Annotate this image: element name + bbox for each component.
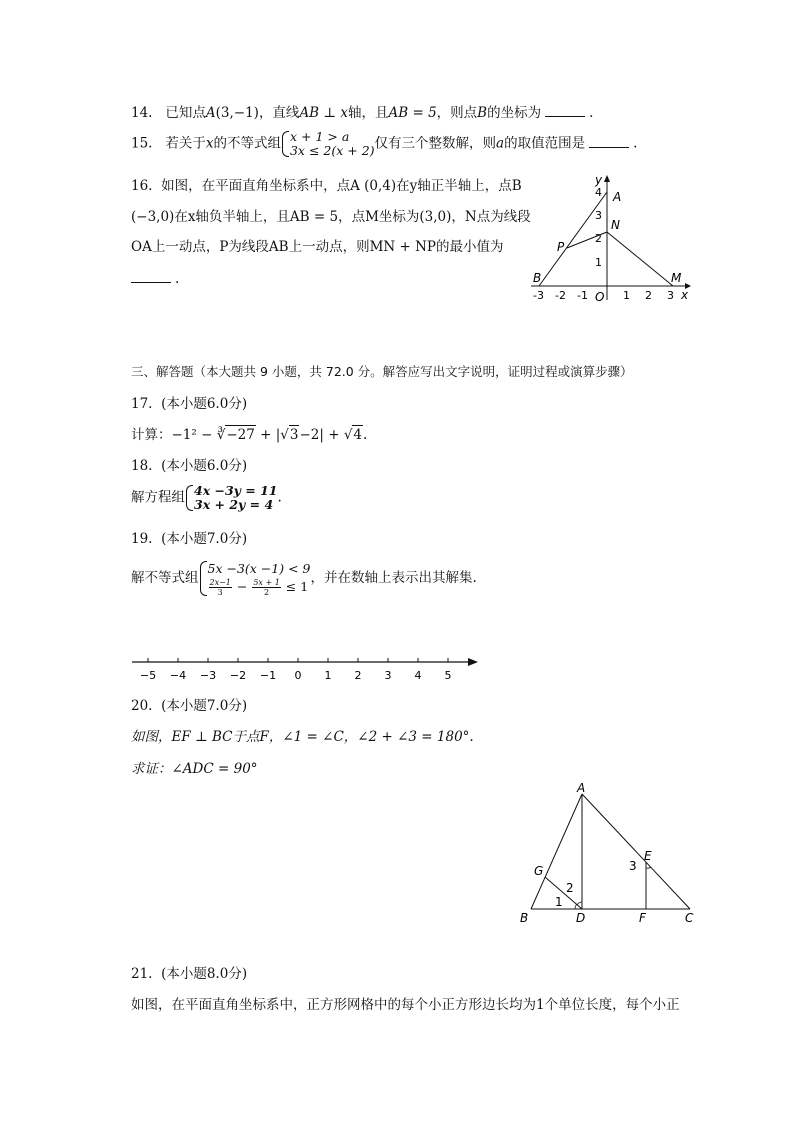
ytick: 3: [595, 209, 602, 222]
xtick: 3: [667, 289, 674, 302]
question-16-line2: (−3,0)在x轴负半轴上，且AB = 5，点M坐标为(3,0)，N点为线段: [131, 209, 531, 225]
point-D: D: [576, 911, 586, 925]
number-line: [128, 652, 483, 684]
point-A: A: [613, 190, 622, 204]
y-tick-labels: [595, 186, 602, 269]
y-axis-arrow: [604, 175, 610, 182]
section-3-heading: 三、解答题（本大题共 9 小题，共 72.0 分。解答应写出文字说明，证明过程或演算步骤）: [131, 364, 633, 379]
answer-blank: [589, 135, 629, 148]
number-line-label: 4: [414, 669, 422, 682]
xtick: 2: [645, 289, 652, 302]
number-line-label: 0: [294, 669, 302, 682]
question-16-line1: 16. 如图，在平面直角坐标系中，点A (0,4)在y轴正半轴上，点B: [131, 178, 522, 194]
angle-label-3: 3: [629, 859, 637, 873]
question-21-header: 21. (本小题8.0分): [131, 966, 248, 982]
point-B: B: [520, 911, 529, 925]
question-16-line3: OA上一动点，P为线段AB上一动点，则MN + NP的最小值为: [131, 239, 504, 255]
question-20-line1: 如图，EF ⊥ BC于点F，∠1 = ∠C，∠2 + ∠3 = 180°.: [131, 729, 474, 745]
inequality-system: x + 1 > a 3x ≤ 2(x + 2): [281, 130, 375, 158]
q16-number: 16.: [131, 178, 153, 194]
origin-label: O: [595, 290, 605, 304]
ytick: 1: [595, 256, 602, 269]
number-line-labels: [140, 669, 452, 682]
question-14: 14. 已知点A(3,−1)，直线AB ⊥ x轴，且AB = 5，则点B的坐标为 .: [131, 105, 594, 121]
number-line-arrow: [468, 658, 478, 666]
equation-system: 4x −3y = 11 3x + 2y = 4: [185, 484, 278, 512]
number-line-label: −2: [229, 669, 247, 682]
q15-number: 15.: [131, 135, 153, 152]
answer-blank: [131, 270, 171, 283]
xtick: -1: [577, 289, 588, 302]
question-21-line1: 如图，在平面直角坐标系中，正方形网格中的每个小正方形边长均为1个单位长度，每个小正: [131, 997, 680, 1013]
point-B: B: [533, 271, 542, 285]
side-AB: [531, 794, 582, 909]
triangle-figure: [515, 780, 700, 930]
fraction: $\frac{5x + 1}{2}$: [253, 578, 280, 597]
point-F: F: [639, 911, 646, 925]
question-17-header: 17. (本小题6.0分): [131, 396, 248, 412]
segment-NM: [607, 232, 673, 286]
inequality-system: 5x −3(x −1) < 9 $\frac{2x-1}{3}$ − $\frac{5x + 1}{2}$ ≤ 1: [199, 560, 311, 597]
angle-label-1: 1: [555, 895, 563, 909]
point-C: C: [685, 911, 694, 925]
xtick: -2: [555, 289, 566, 302]
number-line-label: −5: [139, 669, 157, 682]
question-20-header: 20. (本小题7.0分): [131, 698, 248, 714]
angle-arc-3: [646, 867, 651, 868]
number-line-label: 3: [384, 669, 392, 682]
xtick: 1: [623, 289, 630, 302]
question-17-body: 计算：−1² − ∛−27 + |√3−2| + √4.: [131, 427, 368, 443]
q14-number: 14.: [131, 105, 153, 121]
y-axis-label: y: [595, 173, 603, 187]
number-line-label: 1: [324, 669, 332, 682]
point-N: N: [611, 218, 620, 232]
angle-label-2: 2: [566, 881, 574, 895]
question-15: 15. 若关于x的不等式组 x + 1 > a 3x ≤ 2(x + 2) 仅有三个整数解，则a的取值范围是 .: [131, 129, 638, 158]
number-line-label: −3: [199, 669, 217, 682]
question-20-line2: 求证：∠ADC = 90°: [131, 761, 258, 777]
angle-arc-2: [577, 902, 582, 905]
point-A: A: [577, 781, 586, 795]
number-line-label: −4: [169, 669, 187, 682]
point-E: E: [644, 849, 652, 863]
point-M: M: [671, 271, 682, 285]
number-line-label: 5: [444, 669, 452, 682]
x-axis-label: x: [681, 288, 689, 302]
question-16-line4: .: [131, 270, 179, 288]
question-19-header: 19. (本小题7.0分): [131, 531, 248, 547]
coordinate-figure: [525, 172, 695, 307]
fraction: $\frac{2x-1}{3}$: [209, 578, 231, 597]
ytick: 2: [595, 232, 602, 245]
side-AC: [582, 794, 690, 909]
question-18-body: 解方程组 4x −3y = 11 3x + 2y = 4 .: [131, 483, 282, 512]
answer-blank: [545, 104, 585, 117]
number-line-label: −1: [259, 669, 277, 682]
point-P: P: [557, 240, 565, 254]
point-G: G: [534, 864, 544, 878]
question-18-header: 18. (本小题6.0分): [131, 458, 248, 474]
xtick: -3: [533, 289, 544, 302]
question-19-body: 解不等式组 5x −3(x −1) < 9 $\frac{2x-1}{3}$ − $\frac{5x + 1}{2}$ ≤ 1 ，并在数轴上表示出其解集.: [131, 561, 477, 597]
number-line-label: 2: [354, 669, 362, 682]
ytick: 4: [595, 186, 602, 199]
